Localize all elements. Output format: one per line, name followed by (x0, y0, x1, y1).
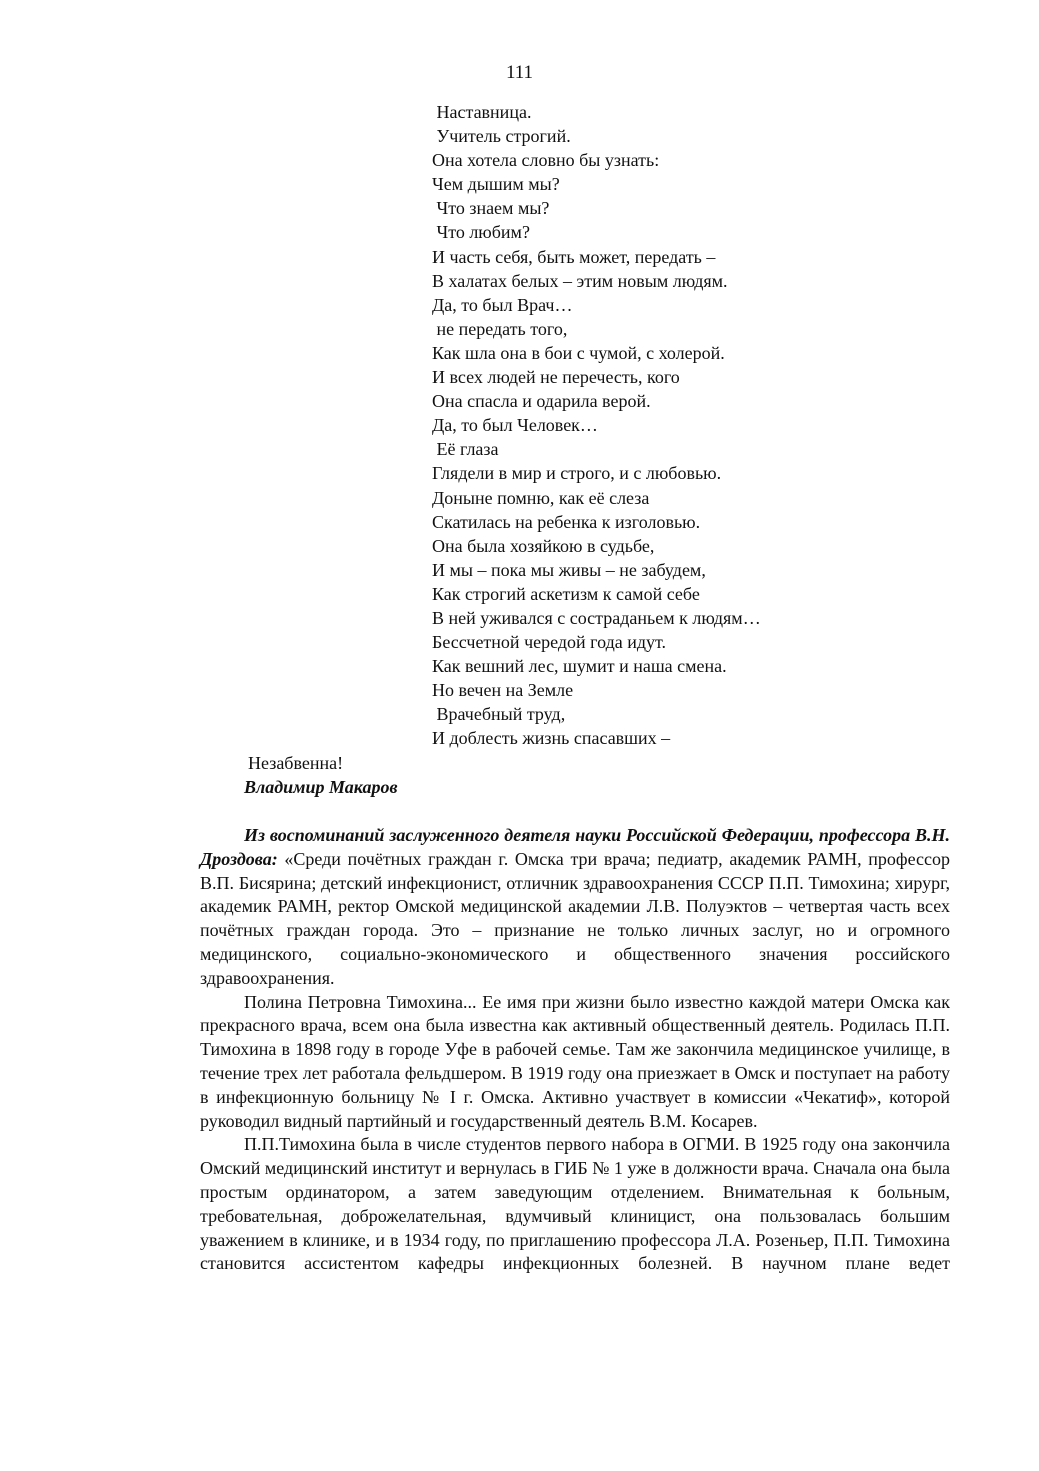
poem-line: И всех людей не перечесть, кого (432, 367, 680, 388)
poem-closing-line: Незабвенна! (248, 753, 344, 773)
memoir-paragraph-3: П.П.Тимохина была в числе студентов первого набора в ОГМИ. В 1925 году она закончила Омский медицинский институт и вернулась в ГИБ № 1 уже в должности врача. Сначала она была простым ординатором, а затем заведующим отделением. Внимательная к больным, требовательная, доброжелательная, вдумчивый клиницист, она пользовалась большим уважением в клинике, и в 1934 году, по приглашению профессора Л.А. Розеньер, П.П. Тимохина становится ассистентом кафедры инфекционных болезней. В научном плане ведет (200, 1134, 951, 1274)
memoir-paragraph-1-text: «Среди почётных граждан г. Омска три врача; педиатр, академик РАМН, профессор В.П. Бисярина; детский инфекционист, отличник здравоохранения СССР П.П. Тимохина; хирург, академик РАМН, ректор Омской медицинской академии Л.В. Полуэктов – четвертая часть всех почётных граждан города. Это – признание не только личных заслуг, но и огромного медицинского, социально-экономического и общественного значения российского здравоохранения. (200, 848, 950, 988)
poem-line: Как вешний лес, шумит и наша смена. (432, 656, 727, 677)
poem-line: И мы – пока мы живы – не забудем, (432, 559, 706, 580)
poem-line: И часть себя, быть может, передать – (432, 246, 716, 267)
poem-line: Она спасла и одарила верой. (432, 391, 651, 412)
memoir-paragraph-1 (200, 824, 950, 991)
poem-line: Доныне помню, как её слеза (432, 487, 650, 508)
poem-line: Что знаем мы? (432, 198, 550, 219)
poem-line: В халатах белых – этим новым людям. (432, 270, 728, 291)
poem-line: Она была хозяйкою в судьбе, (432, 535, 655, 556)
poem-line: Чем дышим мы? (432, 174, 560, 195)
poem-line: И доблесть жизнь спасавших – (432, 728, 671, 749)
poem-author: Владимир Макаров (244, 777, 398, 797)
memoir-paragraph-2: Полина Петровна Тимохина... Ее имя при жизни было известно каждой матери Омска как прекрасного врача, всем она была известна как активный общественный деятель. Родилась П.П. Тимохина в 1898 году в городе Уфе в рабочей семье. Там же закончила медицинское училище, в течение трех лет работала фельдшером. В 1919 году она приезжает в Омск и поступает на работу в инфекционную больницу № I г. Омска. Активно участвует в комиссии «Чекатиф», которой руководил видный партийный и государственный деятель В.М. Косарев. (200, 991, 950, 1131)
poem-line: Бессчетной чередой года идут. (432, 632, 667, 653)
page-number: 111 (505, 62, 534, 83)
poem-line: Она хотела словно бы узнать: (432, 150, 660, 171)
poem-line: не передать того, (432, 318, 568, 339)
poem-line: Но вечен на Земле (432, 680, 574, 701)
memoir-lead: Из воспоминаний заслуженного деятеля науки Российской Федерации, профессора В.Н. Дроздова: (200, 825, 950, 869)
poem-line: Да, то был Человек… (432, 415, 598, 436)
poem (432, 100, 992, 751)
poem-line: Скатилась на ребенка к изголовью. (432, 511, 701, 532)
poem-line: Как шла она в бои с чумой, с холерой. (432, 342, 725, 363)
poem-line: Да, то был Врач… (432, 294, 573, 315)
poem-line: Наставница. (432, 102, 532, 122)
poem-line: Её глаза (432, 439, 499, 460)
poem-line: Как строгий аскетизм к самой себе (432, 583, 700, 604)
poem-line: Что любим? (432, 222, 530, 243)
poem-line: Глядели в мир и строго, и с любовью. (432, 463, 722, 484)
poem-line: В ней уживался с состраданьем к людям… (432, 607, 761, 628)
poem-line: Врачебный труд, (432, 704, 566, 725)
poem-line: Учитель строгий. (432, 126, 571, 147)
memoir-text (200, 824, 950, 1276)
